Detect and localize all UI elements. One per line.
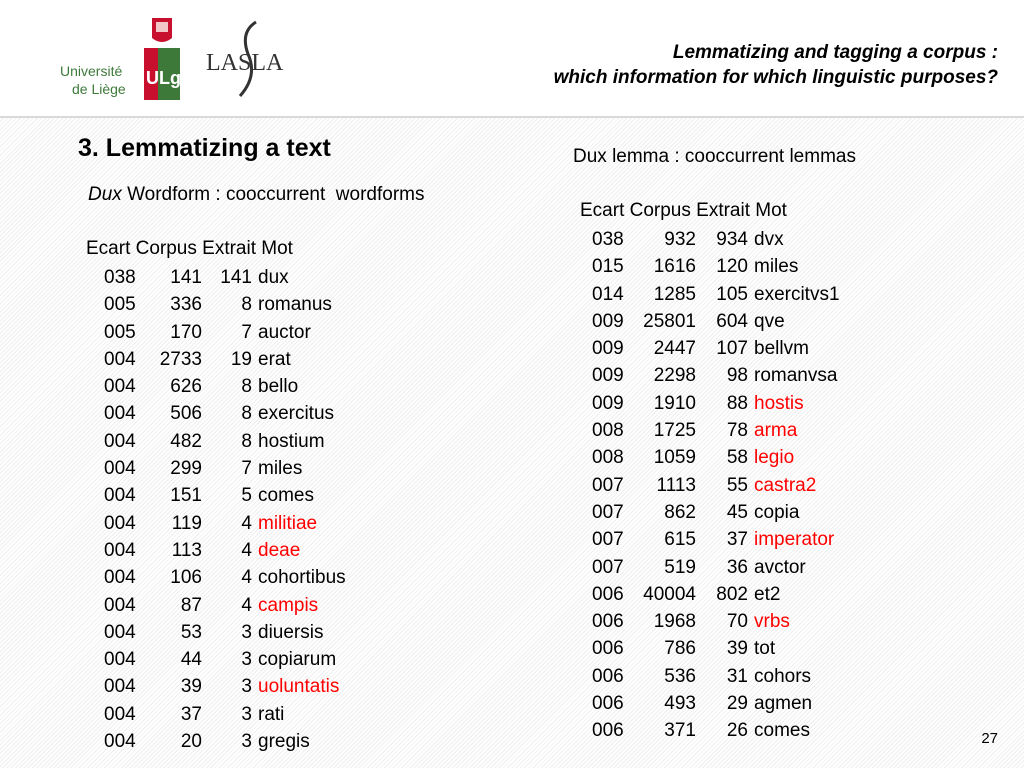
cell-corpus: 151 (170, 485, 202, 507)
wordform-table-header: Ecart Corpus Extrait Mot (86, 238, 293, 259)
cell-extrait: 934 (716, 229, 748, 250)
slide-title-line1: Lemmatizing and tagging a corpus : (672, 42, 998, 63)
cell-corpus: 1725 (653, 420, 696, 442)
cell-corpus: 299 (170, 458, 202, 480)
cell-corpus: 2447 (653, 338, 696, 360)
cell-extrait: 4 (241, 594, 252, 616)
cell-corpus: 1059 (653, 447, 696, 469)
cell-corpus: 626 (170, 376, 202, 398)
ulg-logo-line2: de Liège (72, 81, 126, 97)
cell-mot: romanus (258, 294, 332, 316)
cell-mot: comes (258, 485, 314, 507)
cell-mot: imperator (754, 529, 835, 551)
cell-extrait: 8 (241, 376, 252, 398)
cell-ecart: 004 (104, 703, 136, 725)
cell-extrait: 3 (241, 676, 252, 698)
wordform-heading-italic: Dux (88, 184, 122, 205)
cell-ecart: 004 (104, 594, 136, 616)
cell-extrait: 31 (726, 665, 748, 687)
cell-mot: militiae (258, 512, 318, 534)
cell-mot: tot (754, 638, 776, 660)
cell-corpus: 536 (664, 665, 696, 687)
lemma-heading: Dux lemma : cooccurrent lemmas (573, 146, 856, 167)
cell-ecart: 006 (592, 583, 624, 605)
cell-extrait: 604 (716, 310, 748, 332)
ulg-logo-line1: Université (60, 63, 123, 79)
cell-mot: hostium (258, 430, 325, 452)
table-row (592, 444, 840, 471)
cell-mot: et2 (754, 583, 781, 605)
table-row (104, 428, 346, 455)
cell-extrait: 29 (726, 693, 748, 715)
cell-ecart: 004 (104, 649, 136, 671)
cell-ecart: 038 (104, 267, 136, 288)
table-row (104, 319, 346, 346)
cell-mot: diuersis (258, 621, 324, 643)
cell-corpus: 87 (180, 594, 202, 616)
cell-mot: uoluntatis (258, 676, 340, 698)
table-row (592, 690, 840, 717)
table-row (592, 226, 840, 253)
cell-corpus: 1616 (653, 256, 696, 278)
cell-extrait: 4 (241, 539, 252, 561)
cell-ecart: 008 (592, 420, 624, 442)
cell-extrait: 105 (716, 283, 748, 305)
table-row (104, 291, 346, 318)
table-row (592, 308, 840, 335)
cell-mot: rati (258, 703, 285, 725)
cell-ecart: 006 (592, 665, 624, 687)
header-divider (0, 116, 1024, 118)
table-row (104, 564, 346, 591)
cell-mot: bello (258, 376, 299, 398)
cell-mot: campis (258, 594, 319, 616)
table-row (592, 608, 840, 635)
cell-mot: avctor (754, 556, 806, 578)
cell-extrait: 8 (241, 403, 252, 425)
table-row (104, 537, 346, 564)
table-row (104, 264, 346, 291)
cell-extrait: 120 (716, 256, 748, 278)
cell-mot: qve (754, 310, 785, 332)
cell-extrait: 3 (241, 703, 252, 725)
cell-corpus: 141 (170, 267, 202, 288)
table-row (104, 510, 346, 537)
cell-ecart: 038 (592, 229, 624, 250)
table-row (592, 526, 840, 553)
cell-extrait: 88 (726, 392, 748, 414)
cell-corpus: 862 (664, 501, 696, 523)
cell-ecart: 004 (104, 539, 136, 561)
cell-corpus: 113 (171, 539, 202, 561)
wordform-heading (88, 184, 424, 206)
cell-ecart: 007 (592, 474, 624, 496)
cell-ecart: 004 (104, 376, 136, 398)
cell-corpus: 2733 (159, 348, 202, 370)
table-row (104, 592, 346, 619)
table-row (104, 728, 346, 755)
ulg-crest-icon (152, 18, 172, 42)
lasla-logo (200, 12, 292, 104)
cell-extrait: 107 (716, 338, 748, 360)
cell-mot: deae (258, 539, 301, 561)
table-row (592, 281, 840, 308)
table-row (104, 455, 346, 482)
table-row (592, 717, 840, 744)
cell-extrait: 19 (230, 348, 252, 370)
cell-ecart: 007 (592, 501, 624, 523)
table-row (592, 554, 840, 581)
cell-extrait: 8 (241, 430, 252, 452)
cell-ecart: 007 (592, 556, 624, 578)
table-row (592, 253, 840, 280)
cell-ecart: 015 (592, 256, 624, 278)
cell-corpus: 37 (180, 703, 202, 725)
cell-mot: exercitvs1 (754, 283, 840, 305)
table-row (592, 362, 840, 389)
table-row (104, 373, 346, 400)
table-row (104, 346, 346, 373)
cell-extrait: 45 (726, 501, 748, 523)
cell-mot: romanvsa (754, 365, 838, 387)
table-row (592, 499, 840, 526)
cell-ecart: 005 (104, 294, 136, 316)
slide-title-line2: which information for which linguistic purposes? (553, 67, 998, 88)
cell-mot: bellvm (754, 338, 809, 360)
cell-corpus: 53 (180, 621, 202, 643)
cell-corpus: 336 (170, 294, 202, 316)
cell-extrait: 3 (241, 649, 252, 671)
cell-mot: arma (754, 420, 798, 442)
table-row (592, 472, 840, 499)
cell-corpus: 932 (664, 229, 696, 250)
cell-mot: castra2 (754, 474, 817, 496)
cell-corpus: 25801 (643, 310, 696, 332)
cell-extrait: 802 (716, 583, 748, 605)
cell-corpus: 1113 (656, 474, 696, 496)
cell-ecart: 008 (592, 447, 624, 469)
cell-extrait: 7 (241, 321, 252, 343)
cell-corpus: 40004 (643, 583, 696, 605)
cell-corpus: 786 (664, 638, 696, 660)
cell-mot: miles (258, 458, 303, 480)
lemma-table-header: Ecart Corpus Extrait Mot (580, 200, 787, 221)
ulg-logo (60, 14, 190, 104)
table-row (592, 417, 840, 444)
wordform-heading-rest: Wordform : cooccurrent wordforms (121, 184, 425, 205)
cell-mot: hostis (754, 392, 804, 414)
cell-corpus: 506 (170, 403, 202, 425)
table-row (592, 663, 840, 690)
cell-mot: cohors (754, 665, 812, 687)
cell-mot: copiarum (258, 649, 337, 671)
cell-ecart: 006 (592, 720, 624, 742)
cell-mot: agmen (754, 693, 813, 715)
cell-mot: dux (258, 267, 289, 288)
cell-extrait: 36 (726, 556, 748, 578)
cell-extrait: 58 (726, 447, 748, 469)
cell-extrait: 37 (726, 529, 748, 551)
cell-extrait: 5 (241, 485, 252, 507)
cell-extrait: 98 (726, 365, 748, 387)
cell-corpus: 482 (170, 430, 202, 452)
cell-extrait: 7 (241, 458, 252, 480)
cell-mot: erat (258, 348, 291, 370)
lemma-table (592, 226, 840, 745)
cell-corpus: 519 (664, 556, 696, 578)
cell-ecart: 009 (592, 338, 624, 360)
page-number: 27 (981, 730, 998, 747)
cell-ecart: 007 (592, 529, 624, 551)
table-row (592, 390, 840, 417)
cell-mot: dvx (754, 229, 784, 250)
table-row (104, 400, 346, 427)
cell-extrait: 141 (220, 267, 252, 288)
cell-mot: cohortibus (258, 567, 346, 589)
cell-corpus: 615 (664, 529, 696, 551)
ulg-logo-mark: ULg (146, 68, 181, 88)
cell-mot: exercitus (258, 403, 335, 425)
table-row (592, 635, 840, 662)
cell-mot: vrbs (754, 611, 790, 633)
cell-corpus: 44 (180, 649, 202, 671)
cell-ecart: 004 (104, 512, 136, 534)
section-title: 3. Lemmatizing a text (78, 134, 331, 162)
table-row (592, 581, 840, 608)
cell-ecart: 005 (104, 321, 136, 343)
cell-ecart: 004 (104, 403, 136, 425)
lasla-logo-text: LASLA (206, 50, 284, 76)
table-row (104, 482, 346, 509)
cell-extrait: 4 (241, 567, 252, 589)
wordform-table (104, 264, 346, 755)
cell-corpus: 493 (664, 693, 696, 715)
cell-ecart: 014 (592, 283, 624, 305)
cell-ecart: 009 (592, 365, 624, 387)
cell-ecart: 009 (592, 310, 624, 332)
cell-extrait: 78 (726, 420, 748, 442)
cell-corpus: 119 (171, 512, 202, 534)
cell-corpus: 1910 (653, 392, 696, 414)
cell-mot: comes (754, 720, 810, 742)
cell-ecart: 006 (592, 638, 624, 660)
cell-corpus: 371 (664, 720, 696, 742)
cell-ecart: 004 (104, 621, 136, 643)
cell-corpus: 20 (180, 731, 202, 753)
slide-title (554, 40, 998, 90)
cell-corpus: 106 (170, 567, 202, 589)
cell-mot: miles (754, 256, 799, 278)
cell-ecart: 004 (104, 348, 136, 370)
cell-extrait: 3 (241, 731, 252, 753)
table-row (104, 646, 346, 673)
cell-ecart: 004 (104, 731, 136, 753)
cell-corpus: 2298 (653, 365, 696, 387)
cell-mot: legio (754, 447, 795, 469)
cell-ecart: 004 (104, 676, 136, 698)
cell-ecart: 009 (592, 392, 624, 414)
cell-ecart: 006 (592, 611, 624, 633)
cell-extrait: 8 (241, 294, 252, 316)
cell-ecart: 004 (104, 567, 136, 589)
cell-mot: copia (754, 501, 800, 523)
table-row (104, 701, 346, 728)
cell-extrait: 26 (726, 720, 748, 742)
table-row (104, 673, 346, 700)
cell-extrait: 4 (241, 512, 252, 534)
cell-corpus: 1968 (653, 611, 696, 633)
table-row (592, 335, 840, 362)
cell-ecart: 006 (592, 693, 624, 715)
cell-ecart: 004 (104, 485, 136, 507)
cell-ecart: 004 (104, 430, 136, 452)
cell-ecart: 004 (104, 458, 136, 480)
cell-extrait: 3 (241, 621, 252, 643)
table-row (104, 619, 346, 646)
cell-corpus: 39 (180, 676, 202, 698)
cell-extrait: 39 (726, 638, 748, 660)
cell-corpus: 1285 (653, 283, 696, 305)
cell-mot: gregis (258, 731, 310, 753)
cell-corpus: 170 (170, 321, 202, 343)
cell-extrait: 55 (726, 474, 748, 496)
cell-extrait: 70 (726, 611, 748, 633)
cell-mot: auctor (258, 321, 311, 343)
